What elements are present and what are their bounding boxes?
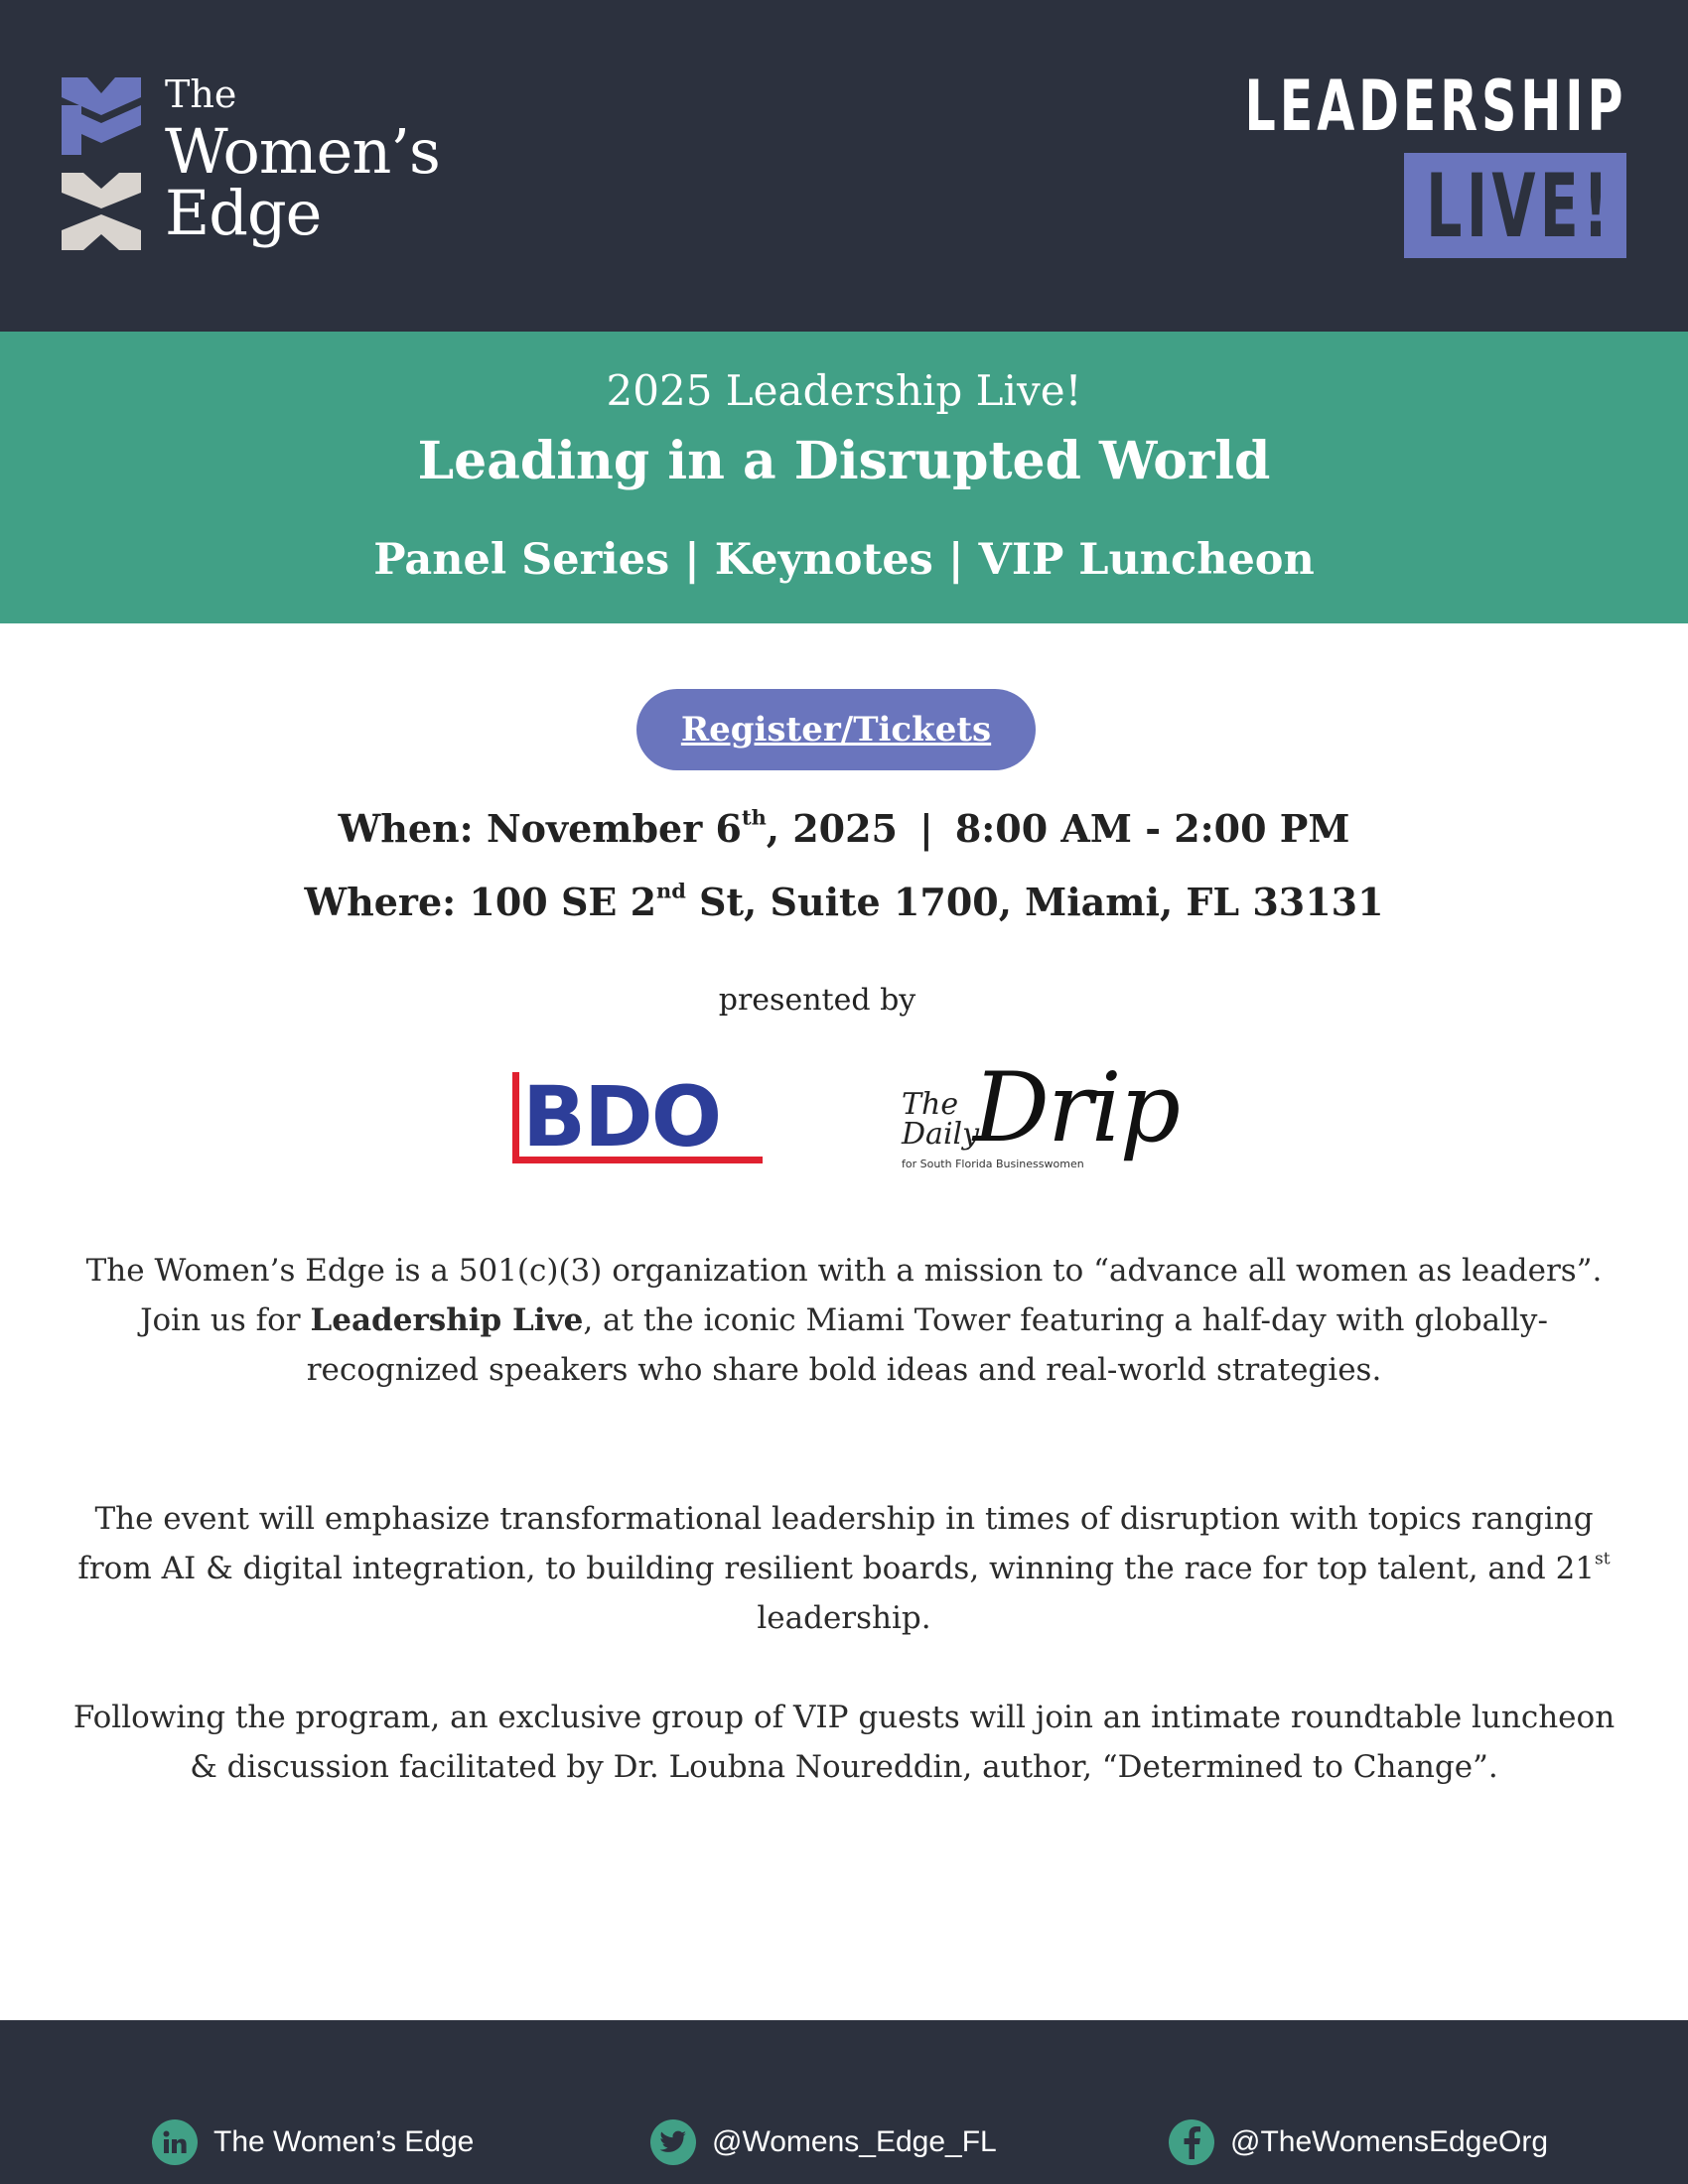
drip-logo-daily: Daily — [902, 1117, 980, 1152]
twitter-icon — [650, 2119, 696, 2165]
leadership-live-logo — [1244, 66, 1626, 260]
mission-paragraph — [70, 1246, 1618, 1395]
where-address-suffix: nd — [656, 878, 686, 903]
register-tickets-button[interactable] — [636, 689, 1036, 770]
header — [0, 0, 1688, 332]
when-year: , 2025 — [766, 806, 899, 851]
drip-logo-name: Drip — [973, 1052, 1180, 1163]
when-date: When: November 6 — [338, 806, 742, 851]
when-date-suffix: th — [741, 804, 767, 830]
topics-paragraph — [70, 1494, 1618, 1643]
join-text — [70, 1296, 1618, 1395]
linkedin-link[interactable] — [152, 2117, 474, 2167]
banner-tags: Panel Series | Keynotes | VIP Luncheon — [373, 535, 1315, 585]
leadership-live-logo-bottom: LIVE! — [1425, 155, 1613, 257]
when-separator: | — [919, 806, 933, 851]
event-banner — [0, 332, 1688, 623]
womens-edge-mark-icon — [62, 75, 141, 250]
linkedin-icon — [152, 2119, 198, 2165]
drip-logo-tagline: for South Florida Businesswomen — [902, 1158, 1084, 1170]
event-when — [0, 806, 1688, 851]
register-tickets-label: Register/Tickets — [680, 710, 992, 750]
topics-text: The event will emphasize transformational leadership in times of disruption with topics ranging from AI & digital integration, to building resilient boards, winning the race for top talent, and 21 — [77, 1501, 1596, 1586]
where-address-rest: St, Suite 1700, Miami, FL 33131 — [685, 880, 1384, 924]
leadership-live-logo-box — [1404, 153, 1626, 258]
banner-title: Leading in a Disrupted World — [417, 431, 1271, 491]
facebook-label: @TheWomensEdgeOrg — [1230, 2125, 1549, 2158]
banner-subtitle: 2025 Leadership Live! — [606, 366, 1082, 415]
womens-edge-wordmark — [165, 72, 440, 249]
presented-by: presented by — [718, 983, 916, 1018]
when-time: 8:00 AM - 2:00 PM — [954, 806, 1350, 851]
footer — [0, 2020, 1688, 2184]
womens-edge-logo — [62, 71, 479, 260]
mission-text: The Women’s Edge is a 501(c)(3) organization with a mission to “advance all women as leaders”. — [85, 1253, 1603, 1289]
join-text-start: Join us for — [140, 1302, 311, 1338]
topics-suffix: st — [1595, 1549, 1611, 1570]
join-text-end: , at the iconic Miami Tower featuring a half-day with globally-recognized speakers who share bold ideas and real-world strategies. — [306, 1302, 1548, 1388]
logo-womens: Women’s — [165, 115, 440, 188]
twitter-link[interactable] — [650, 2117, 997, 2167]
join-text-bold: Leadership Live — [310, 1302, 584, 1338]
where-address-start: Where: 100 SE 2 — [304, 880, 657, 924]
linkedin-label: The Women’s Edge — [213, 2125, 475, 2158]
leadership-live-logo-top: LEADERSHIP — [1244, 66, 1626, 147]
drip-logo-the: The — [902, 1087, 959, 1122]
bdo-logo-text: BDO — [522, 1070, 721, 1165]
bdo-logo-graphic — [512, 1070, 767, 1173]
bdo-logo — [512, 1070, 767, 1173]
logo-the: The — [165, 72, 237, 116]
facebook-icon — [1169, 2119, 1214, 2165]
logo-edge: Edge — [165, 177, 322, 249]
twitter-label: @Womens_Edge_FL — [712, 2125, 997, 2158]
event-where — [0, 880, 1688, 924]
topics-end: leadership. — [757, 1600, 931, 1636]
facebook-link[interactable] — [1169, 2117, 1548, 2167]
vip-paragraph: Following the program, an exclusive group of VIP guests will join an intimate roundtable luncheon & discussion facilitated by Dr. Loubna Noureddin, author, “Determined to Change”. — [72, 1700, 1616, 1785]
daily-drip-logo — [900, 1052, 1178, 1181]
